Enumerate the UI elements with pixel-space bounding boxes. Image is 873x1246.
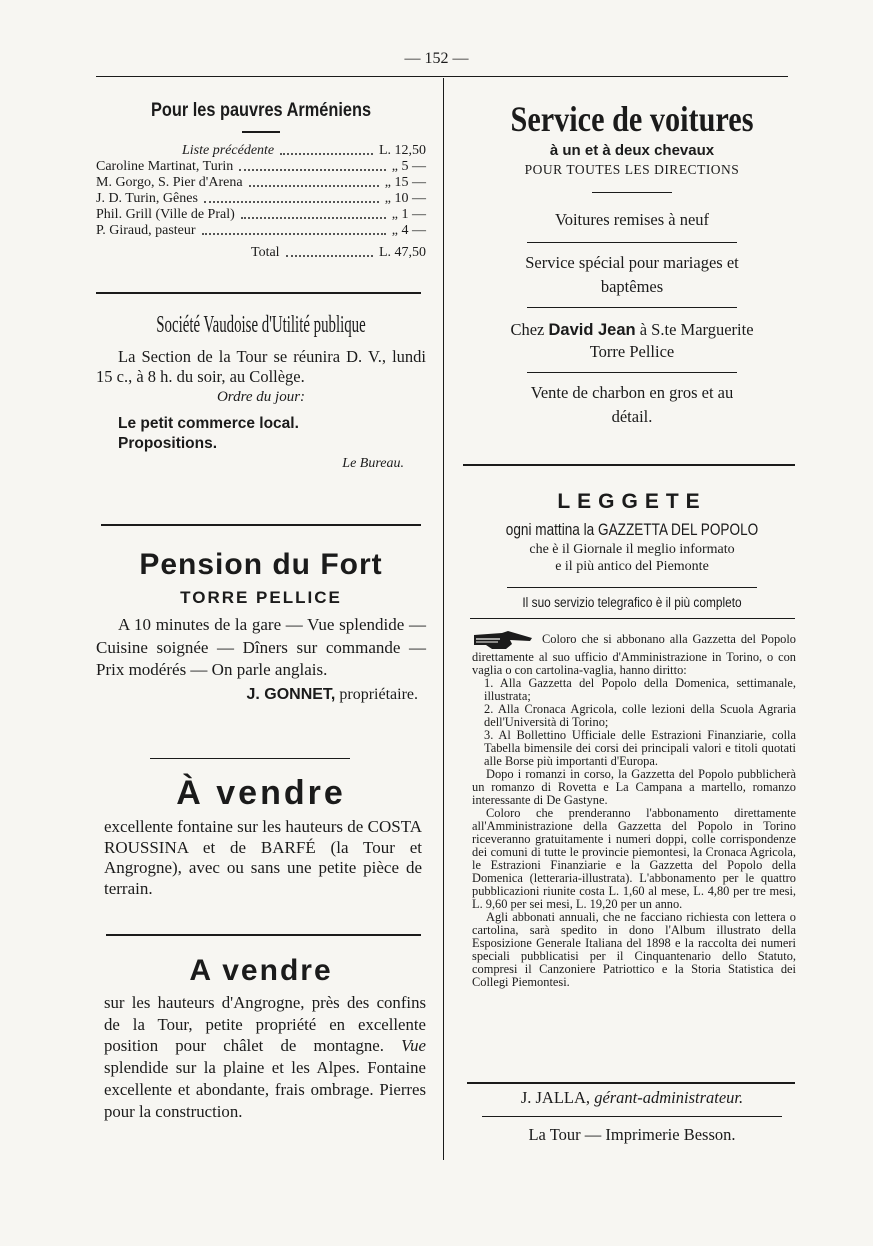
gerant — [466, 1088, 798, 1108]
rule — [150, 758, 350, 759]
rule — [527, 242, 737, 243]
donor-name: J. D. Turin, Gênes — [96, 191, 198, 206]
donor-name: Phil. Grill (Ville de Pral) — [96, 207, 235, 222]
pension-owner — [96, 686, 418, 704]
vendre2-text — [96, 992, 426, 1122]
rule — [101, 524, 421, 526]
donation-row — [96, 191, 426, 207]
page-number: — 152 — — [404, 50, 469, 67]
footer — [466, 1088, 798, 1145]
leggete-line2: che è il Giornale il meglio informato — [529, 542, 735, 557]
voitures-service: Service spécial pour mariages et baptêmes — [525, 253, 739, 296]
total-amount: L. 47,50 — [378, 245, 426, 260]
ordre-du-jour: Ordre du jour: — [216, 389, 306, 405]
voitures-town: Torre Pellice — [589, 342, 675, 361]
vendre1-section — [96, 774, 426, 899]
vendre2-vue: Vue — [401, 1036, 426, 1056]
column-divider — [443, 78, 444, 1160]
vendre2-text-2: splendide sur la plaine et les Alpes. Fontaine excellente et abondante, frais ombrage. Pierres pour la construction. — [104, 1058, 426, 1121]
leggete-p2: Dopo i romanzi in corso, la Gazzetta del Popolo pubblicherà un romanzo di Rovetta e La Campana a martello, romanzo interessante di De Gastyne. — [472, 767, 796, 807]
leggete-servizio: Il suo servizio telegrafico è il più completo — [522, 595, 742, 610]
donation-amount: „ 1 — — [391, 207, 426, 222]
pension-subtitle: TORRE PELLICE — [180, 588, 342, 607]
leggete-li1: 1. Alla Gazzetta del Popolo della Domenica, settimanale, illustrata; — [484, 676, 796, 703]
voitures-line1: à un et à deux chevaux — [549, 142, 715, 159]
dot-leader — [286, 245, 373, 257]
vendre2-section — [96, 954, 426, 1122]
rule — [106, 934, 421, 936]
ordre-item-2: Propositions. — [118, 435, 218, 452]
chez-label: Chez — [510, 320, 545, 339]
pension-title: Pension du Fort — [139, 548, 383, 581]
imprimerie: La Tour — Imprimerie Besson. — [528, 1125, 736, 1144]
rule — [467, 1082, 795, 1084]
gerant-role: gérant-administrateur. — [594, 1088, 744, 1107]
pension-text: A 10 minutes de la gare — Vue splendide — Cuisine soignée — Dîners sur commande — Prix modérés — On parle anglais. — [96, 615, 426, 679]
leggete-line3: e il più antico del Piemonte — [555, 559, 709, 574]
pointing-hand-icon — [472, 629, 536, 651]
dot-leader — [202, 223, 386, 235]
rule — [96, 292, 421, 294]
vendre2-text-1: sur les hauteurs d'Angrogne, près des confins de la Tour, petite propriété en excellente position pour châlet de montagne. — [104, 993, 426, 1056]
societe-title: Société Vaudoise d'Utilité publique — [156, 312, 366, 338]
dot-leader — [280, 143, 373, 155]
ordre-item-1: Le petit commerce local. — [118, 415, 299, 432]
donation-amount: L. 12,50 — [378, 143, 426, 158]
voitures-vente: Vente de charbon en gros et au détail. — [530, 383, 734, 426]
vendre2-title: A vendre — [189, 954, 333, 987]
signature: Le Bureau. — [342, 456, 404, 471]
short-rule — [242, 131, 280, 133]
donation-row — [96, 143, 426, 159]
dot-leader — [239, 159, 386, 171]
donation-row — [96, 223, 426, 239]
gerant-name: J. JALLA, — [520, 1088, 591, 1107]
donation-row — [96, 207, 426, 223]
p1-text: Coloro che si abbonano alla Gazzetta del Popolo direttamente al suo ufficio d'Amministrazione in Torino, o con vaglia o con cartolina-vaglia, hanno diritto: — [472, 631, 796, 677]
voitures-remises: Voitures remises à neuf — [554, 210, 710, 229]
leggete-title: LEGGETE — [557, 490, 707, 513]
vendre1-text: excellente fontaine sur les hauteurs de COSTA ROUSSINA et de BARFÉ (la Tour et Angrogne), avec ou sans une petite pièce de terrain. — [104, 817, 422, 898]
leggete-line1: ogni mattina la GAZZETTA DEL POPOLO — [505, 520, 759, 539]
donation-list — [96, 143, 426, 239]
owner-name: J. GONNET, — [246, 685, 336, 703]
ornament-rule — [592, 192, 672, 193]
rule — [470, 618, 795, 619]
chez-place: à S.te Marguerite — [639, 320, 754, 339]
total-label: Total — [251, 245, 280, 260]
dot-leader — [249, 175, 379, 187]
societe-section — [96, 312, 426, 472]
leggete-p3: Coloro che prenderanno l'abbonamento direttamente all'Amministrazione della Gazzetta del Popolo in Torino riceveranno gratuitamente i numeri doppi, colle corrispondenze dei comuni di tutte le provincie piemontesi, la Cronaca Agricola, le Estrazioni Finanziarie e la Gazzetta del Popolo della Domenica (letteraria-illustrata). L'abbonamento per le quattro pubblicazioni riunite costa L. 1,60 al mese, L. 4,80 per tre mesi, L. 9,60 per sei mesi, L. 19,20 per un anno. — [472, 806, 796, 911]
rule — [527, 307, 737, 308]
donor-name: P. Giraud, pasteur — [96, 223, 196, 238]
donor-name: Liste précédente — [182, 143, 275, 158]
donation-amount: „ 10 — — [384, 191, 426, 206]
donation-amount: „ 5 — — [391, 159, 426, 174]
dot-leader — [204, 191, 379, 203]
armeniens-title: Pour les pauvres Arméniens — [150, 100, 372, 121]
top-rule — [96, 76, 788, 77]
vendre1-title: À vendre — [176, 774, 346, 812]
leggete-body — [466, 629, 798, 989]
voitures-chez — [466, 320, 798, 340]
owner-role: propriétaire. — [339, 685, 418, 703]
leggete-li3: 3. Al Bollettino Ufficiale delle Estrazioni Finanziarie, colla Tabella bimensile dei corsi dei principali valori e titoli quotati alle Borse più importanti d'Europa. — [484, 728, 796, 768]
voitures-title: Service de voitures — [510, 99, 754, 139]
donation-row — [96, 159, 426, 175]
pension-section — [96, 548, 426, 704]
total-row — [96, 245, 426, 261]
donor-name: Caroline Martinat, Turin — [96, 159, 234, 174]
donation-amount: „ 4 — — [391, 223, 426, 238]
leggete-li2: 2. Alla Cronaca Agricola, colle lezioni della Scuola Agraria dell'Università di Torino; — [484, 702, 796, 729]
leggete-p4: Agli abbonati annuali, che ne facciano richiesta con lettera o cartolina, sarà spedito in dono l'Album illustrato della Esposizione Generale Italiana del 1898 e la raccolta dei numeri speciali pubblicatisi per il Cinquantenario dello Statuto, compresi il Canzoniere Patriottico e la Storia Statistica dei Collegi Piemontesi. — [472, 910, 796, 989]
donation-row — [96, 175, 426, 191]
societe-text: La Section de la Tour se réunira D. V., lundi 15 c., à 8 h. du soir, au Collège. — [96, 347, 426, 386]
rule — [482, 1116, 782, 1117]
david-jean: David Jean — [548, 321, 636, 339]
voitures-section — [466, 98, 798, 429]
donor-name: M. Gorgo, S. Pier d'Arena — [96, 175, 243, 190]
rule — [463, 464, 795, 466]
voitures-line2: POUR TOUTES LES DIRECTIONS — [524, 162, 740, 177]
rule — [527, 372, 737, 373]
dot-leader — [241, 207, 386, 219]
armeniens-section — [96, 100, 426, 261]
leggete-p1 — [472, 629, 796, 677]
rule — [507, 587, 757, 588]
leggete-section — [466, 490, 798, 989]
donation-amount: „ 15 — — [384, 175, 426, 190]
